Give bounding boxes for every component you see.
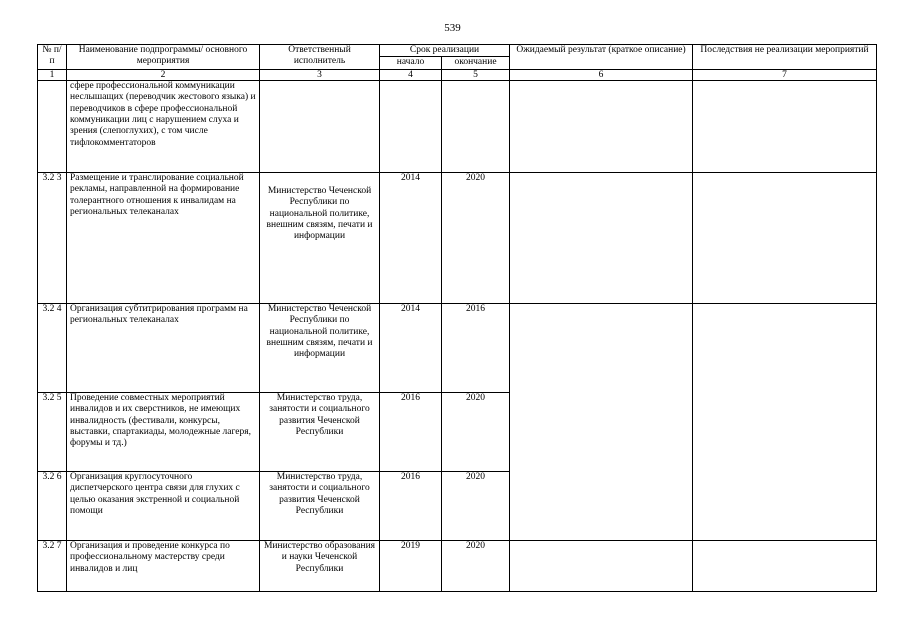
- expected-result-cell: [510, 80, 693, 172]
- start-year: 2014: [380, 303, 442, 392]
- row-number: 3.2 5: [38, 392, 67, 471]
- table-row: [38, 540, 877, 591]
- row-number: 3.2 7: [38, 540, 67, 591]
- end-year: 2016: [442, 303, 510, 392]
- column-index: 7: [693, 69, 877, 80]
- responsible-executor: Министерство Чеченской Республики по национальной политике, внешним связям, печати и информации: [260, 303, 380, 392]
- program-table: [37, 44, 877, 592]
- measure-name: Организация субтитрирования программ на региональных телеканалах: [67, 303, 260, 392]
- responsible-executor: Министерство Чеченской Республики по национальной политике, внешним связям, печати и информации: [260, 172, 380, 303]
- header-responsible: Ответственный исполнитель: [260, 45, 380, 70]
- table-row: [38, 303, 877, 392]
- row-number: [38, 80, 67, 172]
- column-index: 3: [260, 69, 380, 80]
- header-consequences: Последствия не реализации мероприятий: [693, 45, 877, 70]
- column-index: 6: [510, 69, 693, 80]
- start-year: [380, 80, 442, 172]
- measure-name: Организация и проведение конкурса по профессиональному мастерству среди инвалидов и лиц: [67, 540, 260, 591]
- responsible-executor: Министерство образования и науки Чеченской Республики: [260, 540, 380, 591]
- expected-result-cell: [510, 540, 693, 591]
- row-number: 3.2 3: [38, 172, 67, 303]
- expected-result-cell: [510, 303, 693, 540]
- responsible-executor: [260, 80, 380, 172]
- responsible-executor: Министерство труда, занятости и социального развития Чеченской Республики: [260, 471, 380, 540]
- consequences-cell: [693, 303, 877, 540]
- header-no: № п/п: [38, 45, 67, 70]
- header-start: начало: [380, 57, 442, 69]
- end-year: 2020: [442, 392, 510, 471]
- consequences-cell: [693, 540, 877, 591]
- start-year: 2014: [380, 172, 442, 303]
- measure-name: Организация круглосуточного диспетчерского центра связи для глухих с целью оказания экстренной и социальной помощи: [67, 471, 260, 540]
- column-index: 1: [38, 69, 67, 80]
- measure-name: Проведение совместных мероприятий инвалидов и их сверстников, не имеющих инвалидность (фестивали, конкурсы, выставки, спартакиады, молодежные лагеря, форумы и тд.): [67, 392, 260, 471]
- header-end: окончание: [442, 57, 510, 69]
- measure-name: сфере профессиональной коммуникации неслышащих (переводчик жестового языка) и переводчиков в сфере профессиональной коммуникации лиц с нарушением слуха и зрения (слепоглухих), с том числе тифлокомментаторов: [67, 80, 260, 172]
- end-year: 2020: [442, 172, 510, 303]
- expected-result-cell: [510, 172, 693, 303]
- header-row: [38, 45, 877, 57]
- page-number: 539: [444, 22, 461, 34]
- end-year: 2020: [442, 540, 510, 591]
- header-name: Наименование подпрограммы/ основного мероприятия: [67, 45, 260, 70]
- column-index-row: [38, 69, 877, 80]
- header-result: Ожидаемый результат (краткое описание): [510, 45, 693, 70]
- column-index: 4: [380, 69, 442, 80]
- row-number: 3.2 4: [38, 303, 67, 392]
- consequences-cell: [693, 172, 877, 303]
- column-index: 2: [67, 69, 260, 80]
- end-year: 2020: [442, 471, 510, 540]
- end-year: [442, 80, 510, 172]
- measure-name: Размещение и транслирование социальной рекламы, направленной на формирование толерантного отношения к инвалидам на региональных телеканалах: [67, 172, 260, 303]
- table-row: [38, 80, 877, 172]
- responsible-executor: Министерство труда, занятости и социального развития Чеченской Республики: [260, 392, 380, 471]
- header-term: Срок реализации: [380, 45, 510, 57]
- start-year: 2016: [380, 471, 442, 540]
- start-year: 2016: [380, 392, 442, 471]
- column-index: 5: [442, 69, 510, 80]
- row-number: 3.2 6: [38, 471, 67, 540]
- consequences-cell: [693, 80, 877, 172]
- start-year: 2019: [380, 540, 442, 591]
- table-row: [38, 172, 877, 303]
